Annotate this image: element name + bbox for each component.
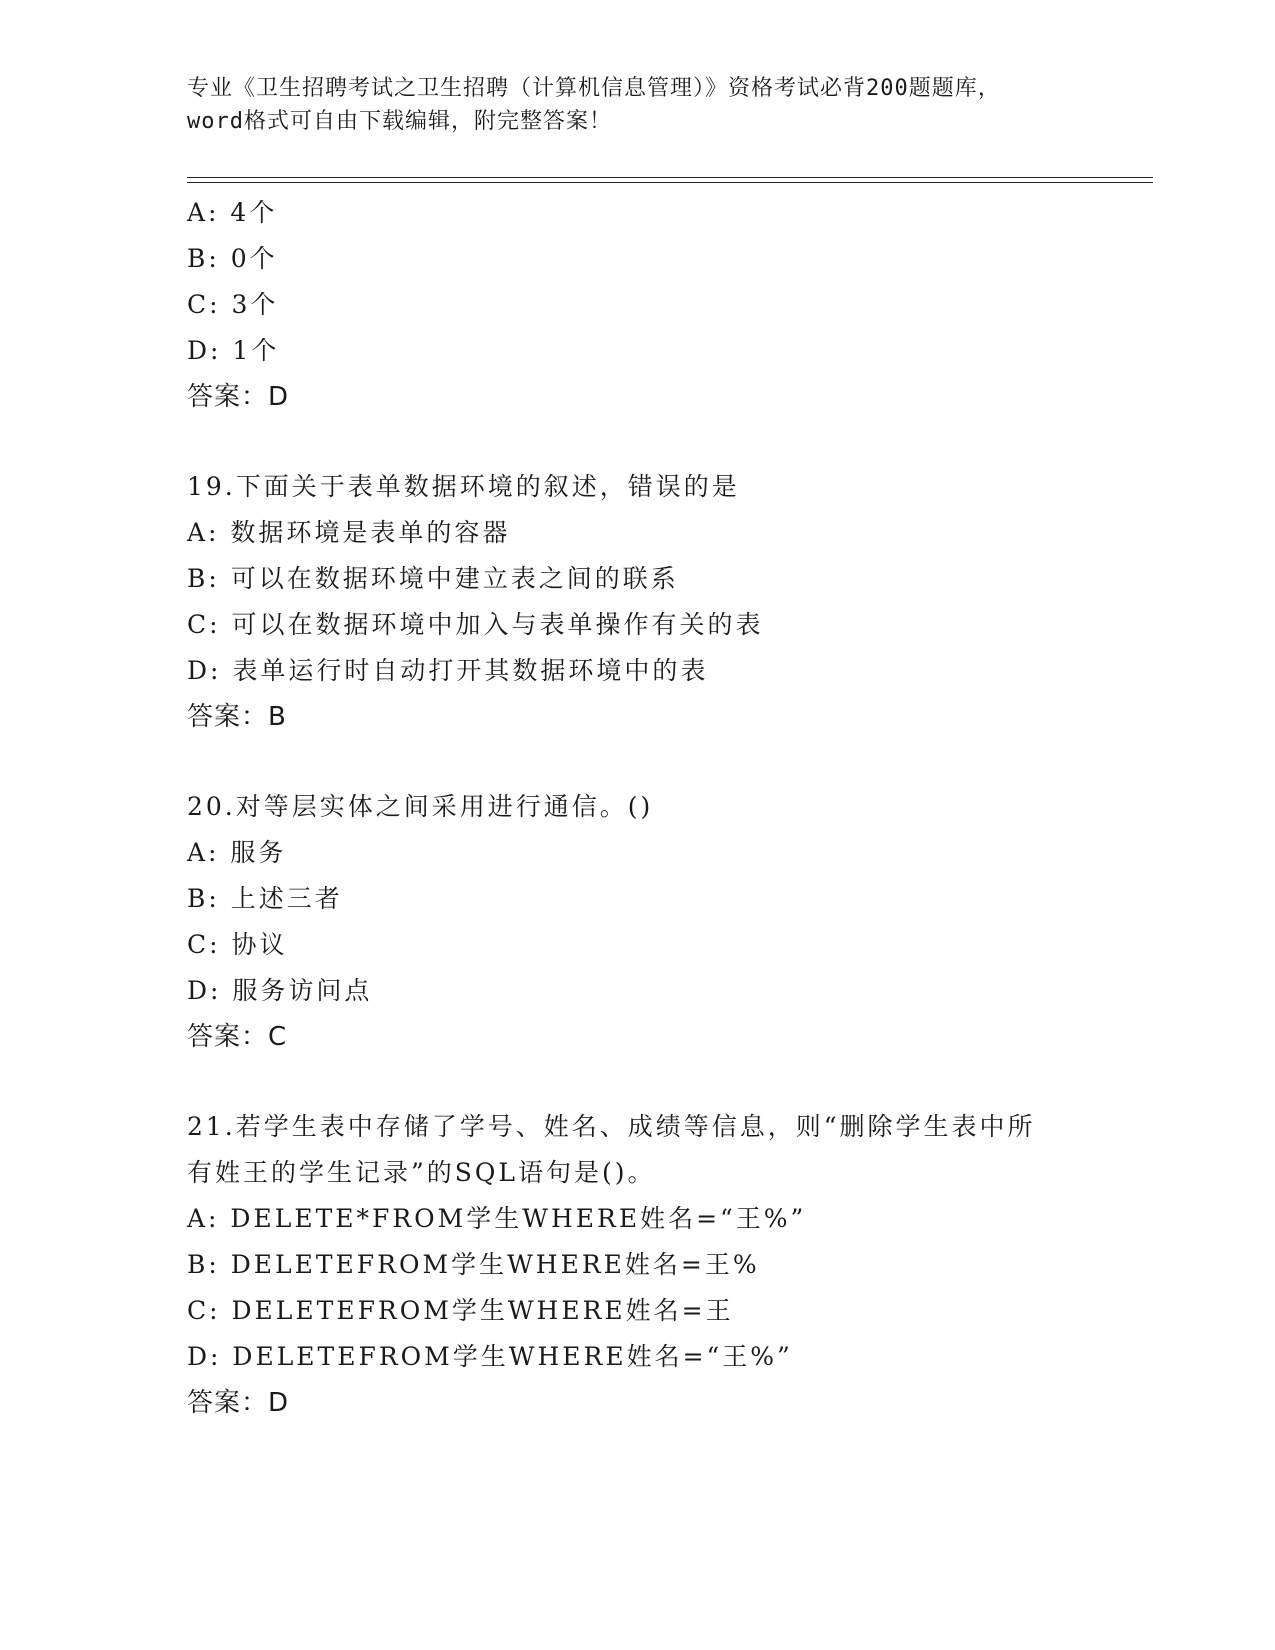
- option-a: A: 服务: [187, 838, 287, 867]
- answer-line: 答案：C: [187, 1022, 288, 1052]
- question-text: 20.对等层实体之间采用进行通信。(): [187, 792, 654, 821]
- spacer: [187, 740, 1087, 784]
- option-c: C: 协议: [187, 930, 288, 959]
- option-d: D: DELETEFROM学生WHERE姓名=“王%”: [187, 1342, 793, 1371]
- header-line-1: 专业《卫生招聘考试之卫生招聘（计算机信息管理）》资格考试必背200题题库，: [187, 76, 1001, 101]
- question-19: [187, 464, 1087, 740]
- spacer: [187, 420, 1087, 464]
- answer-line: 答案：D: [187, 1388, 290, 1418]
- question-18: [187, 190, 1087, 420]
- option-c: C: 3个: [187, 290, 279, 319]
- answer-line: 答案：D: [187, 382, 290, 412]
- header-rule-top: [187, 177, 1153, 178]
- question-20: [187, 784, 1087, 1060]
- header-line-2: word格式可自由下载编辑，附完整答案！: [187, 109, 612, 134]
- option-a: A: 数据环境是表单的容器: [187, 518, 511, 547]
- spacer: [187, 1060, 1087, 1104]
- document-header: [187, 72, 1087, 138]
- option-c: C: DELETEFROM学生WHERE姓名=王: [187, 1296, 734, 1325]
- option-d: D: 表单运行时自动打开其数据环境中的表: [187, 656, 709, 685]
- question-21: [187, 1104, 1087, 1426]
- option-a: A: 4个: [187, 198, 278, 227]
- question-list: [187, 190, 1087, 1426]
- answer-line: 答案：B: [187, 702, 287, 732]
- header-rule-bottom: [187, 182, 1153, 183]
- option-d: D: 1个: [187, 336, 280, 365]
- question-text: 19.下面关于表单数据环境的叙述，错误的是: [187, 472, 740, 501]
- option-c: C: 可以在数据环境中加入与表单操作有关的表: [187, 610, 764, 639]
- question-text-line-1: 21.若学生表中存储了学号、姓名、成绩等信息，则“删除学生表中所: [187, 1112, 1036, 1141]
- option-d: D: 服务访问点: [187, 976, 373, 1005]
- option-b: B: 0个: [187, 244, 278, 273]
- question-text-line-2: 有姓王的学生记录”的SQL语句是()。: [187, 1158, 656, 1187]
- option-b: B: DELETEFROM学生WHERE姓名=王%: [187, 1250, 760, 1279]
- option-b: B: 上述三者: [187, 884, 343, 913]
- option-b: B: 可以在数据环境中建立表之间的联系: [187, 564, 679, 593]
- option-a: A: DELETE*FROM学生WHERE姓名=“王%”: [187, 1204, 807, 1233]
